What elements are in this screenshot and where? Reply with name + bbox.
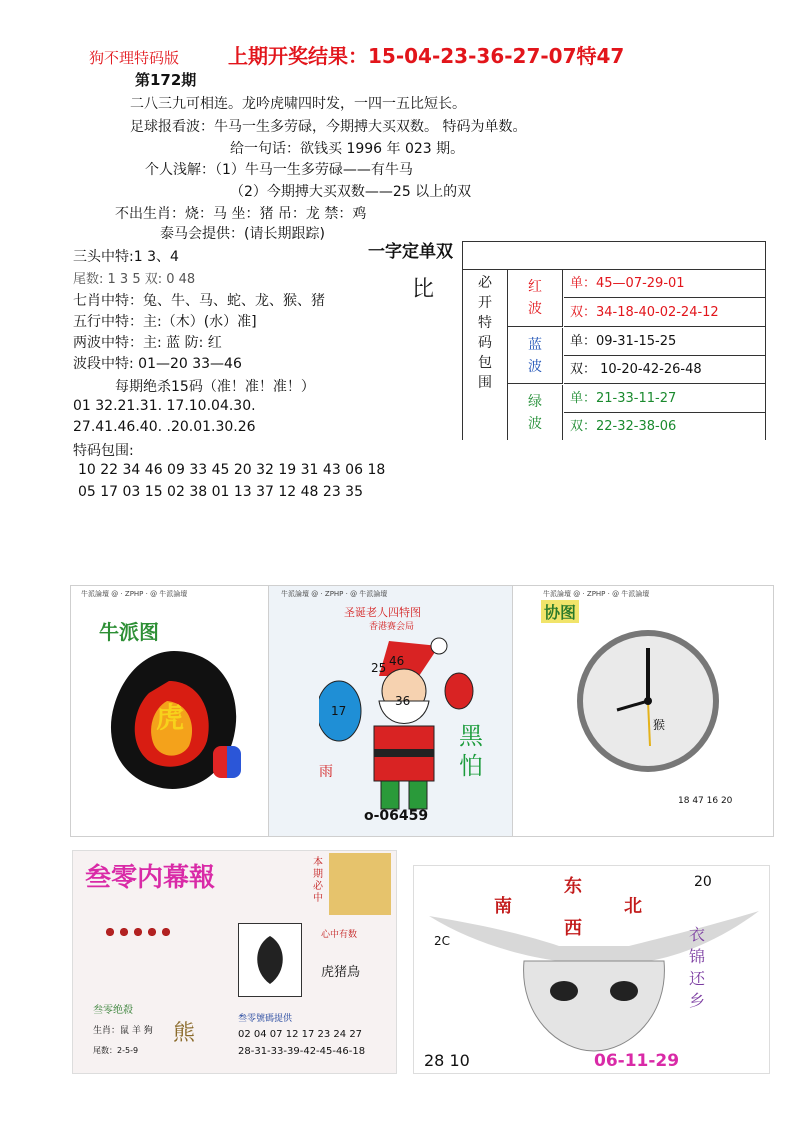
- panel-side: 本期必中: [313, 857, 323, 904]
- number-row-2: 28-31-33-39-42-45-46-18: [238, 1046, 366, 1057]
- santa-code: o-06459: [364, 808, 429, 824]
- poem-line-4: 个人浅解：（1）牛马一生多劳碌——有牛马: [145, 162, 413, 178]
- dir-west: 西: [564, 918, 582, 939]
- pred-three-heads: 三头中特:1 3、4: [73, 249, 179, 265]
- watermark: 牛派論壇 @ · ZPHP · @ 牛派論壇: [543, 590, 650, 598]
- poem-line-7: 泰马会提供：(请长期跟踪): [160, 226, 325, 242]
- clock-numbers: 18 47 16 20: [678, 796, 733, 806]
- panel-title: 叁零内幕報: [85, 863, 216, 893]
- blue-single: 单：09-31-15-25: [564, 328, 765, 356]
- red-double: 双：34-18-40-02-24-12: [564, 299, 765, 327]
- red-single: 单：45—07-29-01: [564, 270, 765, 298]
- poem-line-6: 不出生肖：烧：马 坐：猪 吊：龙 禁：鸡: [115, 206, 367, 222]
- panel-sub: 香港赛会局: [369, 622, 415, 632]
- box-header: [463, 242, 765, 270]
- image-panel-30-inside: [72, 850, 397, 1074]
- santa-rain: 雨: [319, 764, 333, 780]
- pred-two-waves: 两波中特：主: 蓝 防: 红: [73, 335, 222, 351]
- leaf-box-icon: [238, 923, 302, 997]
- v-char: 围: [478, 375, 492, 391]
- green-double: 双：22-32-38-06: [570, 419, 677, 434]
- result-value: 15-04-23-36-27-07特47: [368, 44, 625, 68]
- dir-north: 北: [624, 896, 642, 917]
- santa-num-36: 36: [395, 694, 411, 708]
- red-fruits-icon: [103, 925, 173, 939]
- v-char: 开: [478, 295, 492, 311]
- pred-kill-row-2: 27.41.46.40. .20.01.30.26: [73, 419, 256, 435]
- watermark: 牛派論壇 @ · ZPHP · @ 牛派論壇: [81, 590, 188, 598]
- santa-black-fear: 黑怕: [459, 722, 483, 780]
- pred-seven-zodiac: 七肖中特：兔、牛、马、蛇、龙、猴、猪: [73, 293, 325, 309]
- watermark: 牛派論壇 @ · ZPHP · @ 牛派論壇: [281, 590, 388, 598]
- big-char: 熊: [173, 1021, 196, 1046]
- v-char: 特: [478, 315, 492, 331]
- pred-wave-segment: 波段中特: 01—20 33—46: [73, 356, 242, 372]
- figure-icon: [329, 853, 391, 915]
- santa-num-25: 25: [371, 661, 387, 675]
- skull-icon: [429, 896, 759, 1056]
- dir-east: 东: [564, 876, 582, 897]
- result-label: [228, 40, 624, 69]
- pred-five-element: 五行中特：主:（木）(水）准]: [73, 314, 257, 330]
- red-wave-label: 红 波: [508, 270, 563, 327]
- poem-line-2: 足球报看波：牛马一生多劳碌，今期搏大买双数。 特码为单数。: [130, 119, 527, 135]
- blue-double: 双： 10-20-42-26-48: [564, 356, 765, 384]
- pred-kill-row-1: 01 32.21.31. 17.10.04.30.: [73, 398, 256, 414]
- mid-label: 心中有数: [321, 930, 358, 940]
- poem-line-5: （2）今期搏大买双数——25 以上的双: [230, 184, 472, 200]
- red-blue-ball-icon: [213, 746, 241, 778]
- santa-num-46: 46: [389, 654, 405, 668]
- image-panel-santa: [268, 585, 513, 837]
- santa-num-17: 17: [331, 704, 347, 718]
- image-panel-niupai: [70, 585, 269, 837]
- v-char: 码: [478, 335, 492, 351]
- num-20: 20: [694, 874, 712, 890]
- pred-surround-label: 特码包围:: [73, 443, 134, 459]
- mid-chars: 虎猪鳥: [321, 965, 361, 980]
- image-panel-skull: [413, 865, 770, 1074]
- clock-icon: [573, 626, 723, 776]
- pred-tail: 尾数: 1 3 5 双: 0 48: [73, 272, 196, 287]
- v-char: 必: [478, 275, 492, 291]
- pred-surround-row-1: 10 22 34 46 09 33 45 20 32 19 31 43 06 18: [78, 462, 386, 478]
- image-panel-clock: [512, 585, 774, 837]
- zodiac-kill-tail: 尾数：2-5-9: [93, 1046, 139, 1055]
- issue-number: 第172期: [135, 71, 197, 89]
- panel-title: 协图: [541, 600, 579, 623]
- blue-wave-label: 蓝 波: [508, 328, 563, 384]
- result-prefix: 上期开奖结果：: [228, 44, 368, 68]
- tiger-char: 虎: [156, 701, 185, 734]
- zodiac-kill-title: 叁零绝殺: [93, 1005, 133, 1016]
- poem-line-3: 给一句话：欲钱买 1996 年 023 期。: [230, 141, 465, 157]
- number-provided: 叁零號碼提供: [238, 1014, 293, 1024]
- panel-title: 圣诞老人四特图: [344, 606, 421, 619]
- poem-line-1: 二八三九可相连。龙吟虎啸四时发，一四一五比短长。: [130, 96, 466, 112]
- zodiac-kill-zodiac: 生肖：鼠 羊 狗: [93, 1026, 153, 1036]
- special-number-box: [462, 241, 766, 440]
- number-row-1: 02 04 07 12 17 23 24 27: [238, 1029, 363, 1040]
- green-single: 单：21-33-11-27: [564, 385, 765, 413]
- green-wave-label: 绿 波: [508, 385, 563, 440]
- v-char: 包: [478, 355, 492, 371]
- side-text: 衣锦还乡: [689, 925, 706, 1010]
- clock-monkey: 猴: [653, 718, 666, 732]
- pred-surround-row-2: 05 17 03 15 02 38 01 13 37 12 48 23 35: [78, 484, 363, 500]
- bottom-numbers: 28 10: [424, 1051, 470, 1070]
- bottom-code: 06-11-29: [594, 1051, 680, 1071]
- box-vertical-label: [463, 270, 508, 440]
- pred-kill-15: 每期绝杀15码（准！准！准！）: [115, 379, 315, 395]
- single-double-label: 一字定单双: [368, 242, 453, 262]
- num-2c: 2C: [434, 934, 451, 948]
- panel-title: 牛派图: [99, 620, 159, 644]
- brand-label: 狗不理特码版: [89, 49, 180, 67]
- dir-south: 南: [494, 896, 512, 917]
- single-char: 比: [412, 277, 435, 302]
